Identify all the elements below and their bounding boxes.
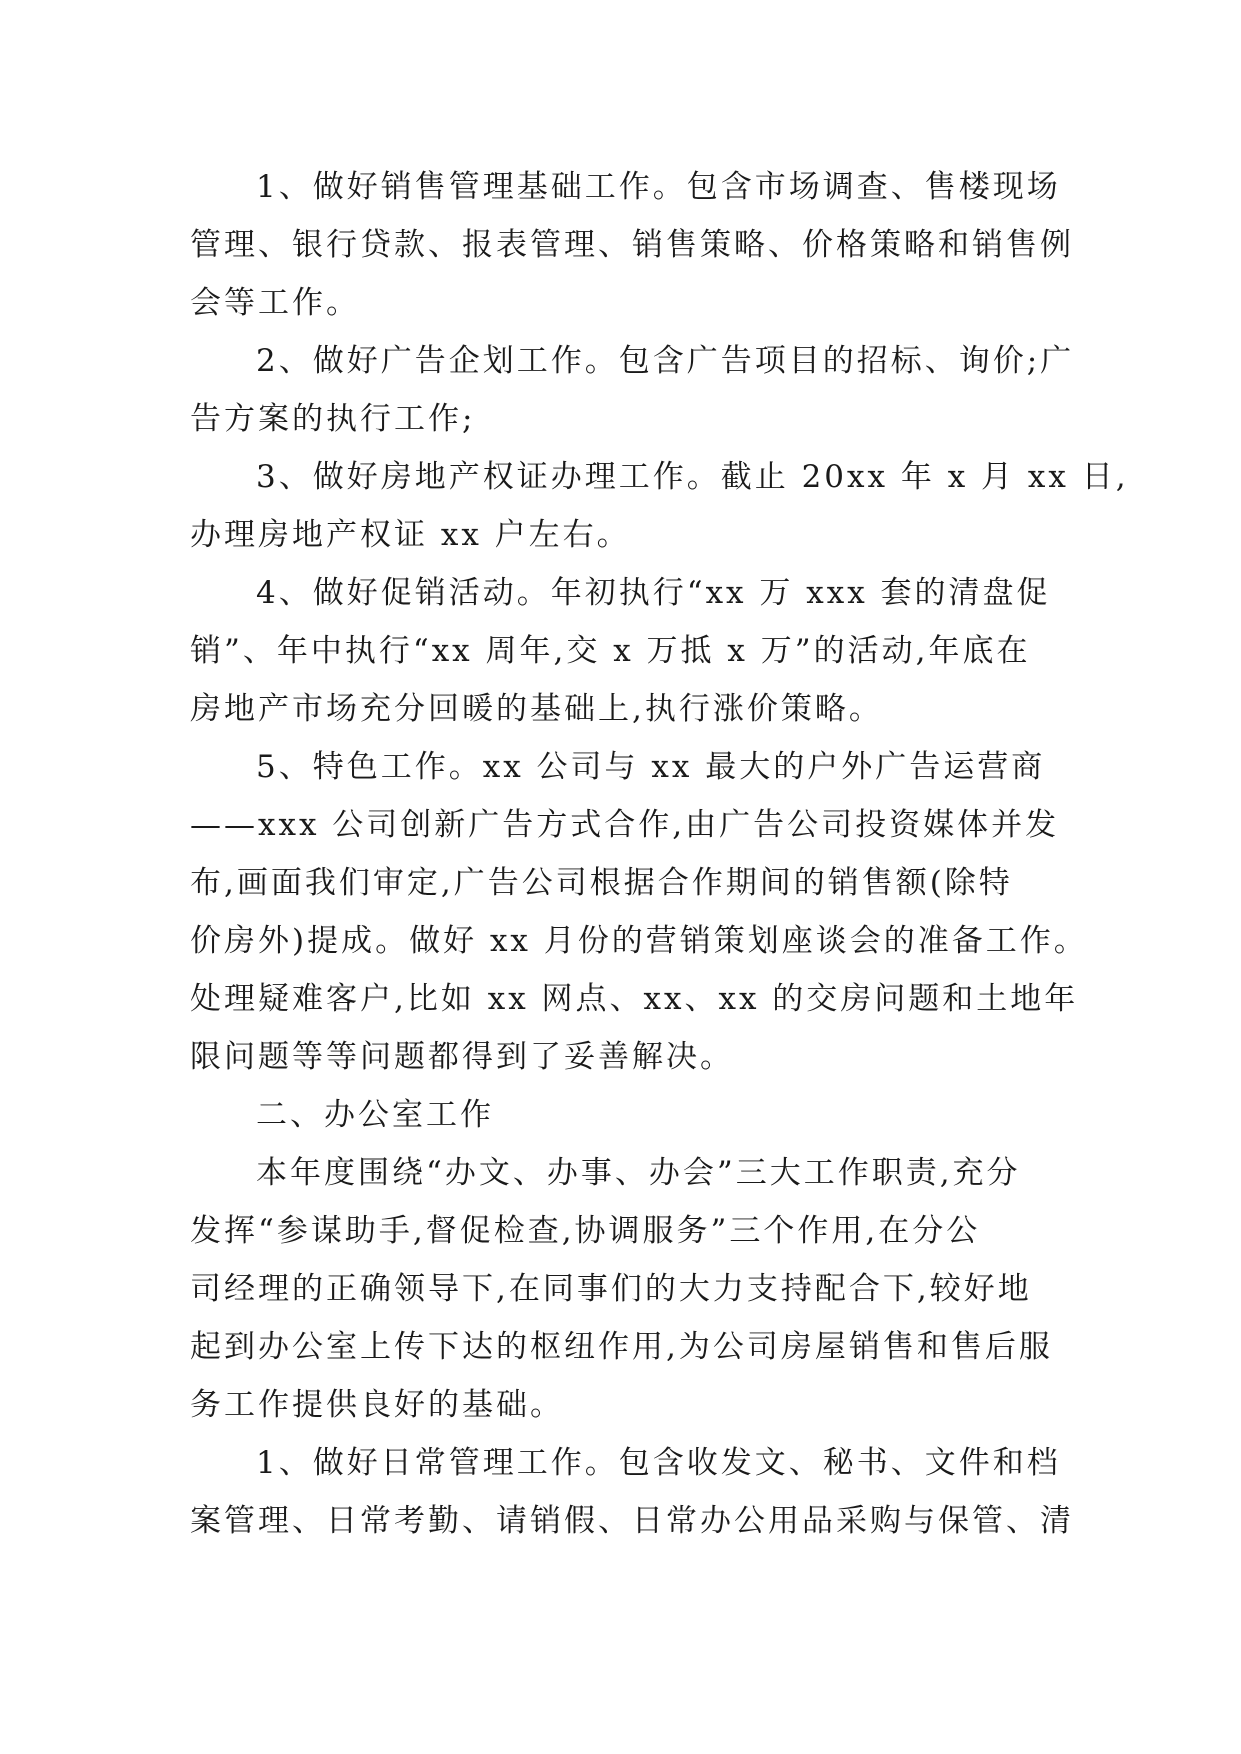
paragraph-4-line-3: 房地产市场充分回暖的基础上,执行涨价策略。 (190, 691, 883, 727)
paragraph-4-line-1: 4、做好促销活动。年初执行“xx 万 xxx 套的清盘促 (256, 575, 1051, 611)
paragraph-1-line-1: 1、做好销售管理基础工作。包含市场调查、售楼现场 (256, 169, 1061, 205)
paragraph-5-line-1: 5、特色工作。xx 公司与 xx 最大的户外广告运营商 (256, 749, 1046, 785)
paragraph-4-line-2: 销”、年中执行“xx 周年,交 x 万抵 x 万”的活动,年底在 (190, 633, 1031, 669)
paragraph-2-line-1: 2、做好广告企划工作。包含广告项目的招标、询价;广 (256, 343, 1075, 379)
paragraph-2-line-2: 告方案的执行工作; (190, 401, 476, 437)
paragraph-6-line-2: 发挥“参谋助手,督促检查,协调服务”三个作用,在分公 (190, 1213, 981, 1249)
document-body (190, 158, 1129, 1550)
section-heading-office-work: 二、办公室工作 (256, 1097, 494, 1133)
paragraph-1-line-2: 管理、银行贷款、报表管理、销售策略、价格策略和销售例 (190, 227, 1074, 263)
paragraph-3-line-2: 办理房地产权证 xx 户左右。 (190, 517, 631, 553)
paragraph-3-line-1: 3、做好房地产权证办理工作。截止 20xx 年 x 月 xx 日, (256, 459, 1129, 495)
paragraph-7-line-1: 1、做好日常管理工作。包含收发文、秘书、文件和档 (256, 1445, 1061, 1481)
paragraph-1-line-3: 会等工作。 (190, 285, 360, 321)
paragraph-6-line-4: 起到办公室上传下达的枢纽作用,为公司房屋销售和售后服 (190, 1329, 1053, 1365)
paragraph-6-line-5: 务工作提供良好的基础。 (190, 1387, 564, 1423)
paragraph-5-line-3: 布,画面我们审定,广告公司根据合作期间的销售额(除特 (190, 865, 1013, 901)
paragraph-5-line-5: 处理疑难客户,比如 xx 网点、xx、xx 的交房问题和土地年 (190, 981, 1079, 1017)
paragraph-5-line-6: 限问题等等问题都得到了妥善解决。 (190, 1039, 734, 1075)
paragraph-6-line-3: 司经理的正确领导下,在同事们的大力支持配合下,较好地 (190, 1271, 1032, 1307)
paragraph-5-line-4: 价房外)提成。做好 xx 月份的营销策划座谈会的准备工作。 (190, 923, 1088, 959)
paragraph-5-line-2: ——xxx 公司创新广告方式合作,由广告公司投资媒体并发 (190, 807, 1060, 843)
paragraph-7-line-2: 案管理、日常考勤、请销假、日常办公用品采购与保管、清 (190, 1503, 1074, 1539)
paragraph-6-line-1: 本年度围绕“办文、办事、办会”三大工作职责,充分 (256, 1155, 1021, 1191)
